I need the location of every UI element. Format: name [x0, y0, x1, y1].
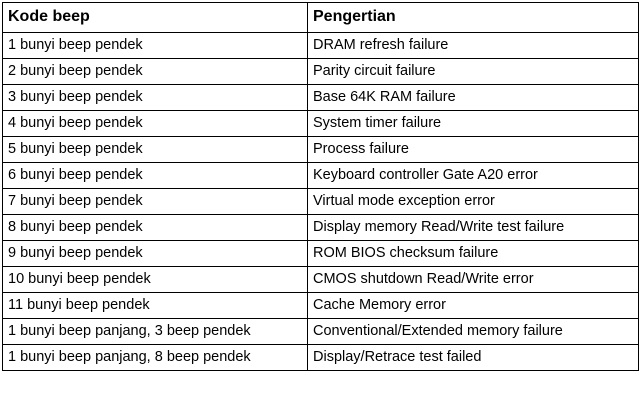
table-row	[3, 189, 639, 215]
table-row	[3, 267, 639, 293]
cell-meaning: DRAM refresh failure	[308, 33, 639, 59]
cell-meaning: Process failure	[308, 137, 639, 163]
cell-code: 2 bunyi beep pendek	[3, 59, 308, 85]
column-header-meaning: Pengertian	[308, 3, 639, 33]
cell-meaning: Cache Memory error	[308, 293, 639, 319]
cell-code: 1 bunyi beep panjang, 8 beep pendek	[3, 345, 308, 371]
table-row	[3, 241, 639, 267]
table-body	[3, 33, 639, 371]
table-row	[3, 163, 639, 189]
table-header-row	[3, 3, 639, 33]
cell-meaning: Display/Retrace test failed	[308, 345, 639, 371]
cell-meaning: Parity circuit failure	[308, 59, 639, 85]
cell-code: 10 bunyi beep pendek	[3, 267, 308, 293]
cell-meaning: Display memory Read/Write test failure	[308, 215, 639, 241]
table-header	[3, 3, 639, 33]
cell-code: 11 bunyi beep pendek	[3, 293, 308, 319]
table-row	[3, 293, 639, 319]
table-row	[3, 215, 639, 241]
table-row	[3, 33, 639, 59]
cell-meaning: ROM BIOS checksum failure	[308, 241, 639, 267]
cell-code: 3 bunyi beep pendek	[3, 85, 308, 111]
beep-code-table	[2, 2, 639, 371]
column-header-code: Kode beep	[3, 3, 308, 33]
cell-code: 4 bunyi beep pendek	[3, 111, 308, 137]
table-row	[3, 319, 639, 345]
table-row	[3, 85, 639, 111]
cell-code: 5 bunyi beep pendek	[3, 137, 308, 163]
cell-code: 1 bunyi beep panjang, 3 beep pendek	[3, 319, 308, 345]
table-row	[3, 111, 639, 137]
cell-meaning: CMOS shutdown Read/Write error	[308, 267, 639, 293]
cell-meaning: System timer failure	[308, 111, 639, 137]
cell-code: 6 bunyi beep pendek	[3, 163, 308, 189]
cell-meaning: Keyboard controller Gate A20 error	[308, 163, 639, 189]
cell-meaning: Virtual mode exception error	[308, 189, 639, 215]
cell-meaning: Conventional/Extended memory failure	[308, 319, 639, 345]
cell-code: 7 bunyi beep pendek	[3, 189, 308, 215]
cell-meaning: Base 64K RAM failure	[308, 85, 639, 111]
cell-code: 1 bunyi beep pendek	[3, 33, 308, 59]
table-row	[3, 345, 639, 371]
table-row	[3, 59, 639, 85]
cell-code: 9 bunyi beep pendek	[3, 241, 308, 267]
table-row	[3, 137, 639, 163]
cell-code: 8 bunyi beep pendek	[3, 215, 308, 241]
